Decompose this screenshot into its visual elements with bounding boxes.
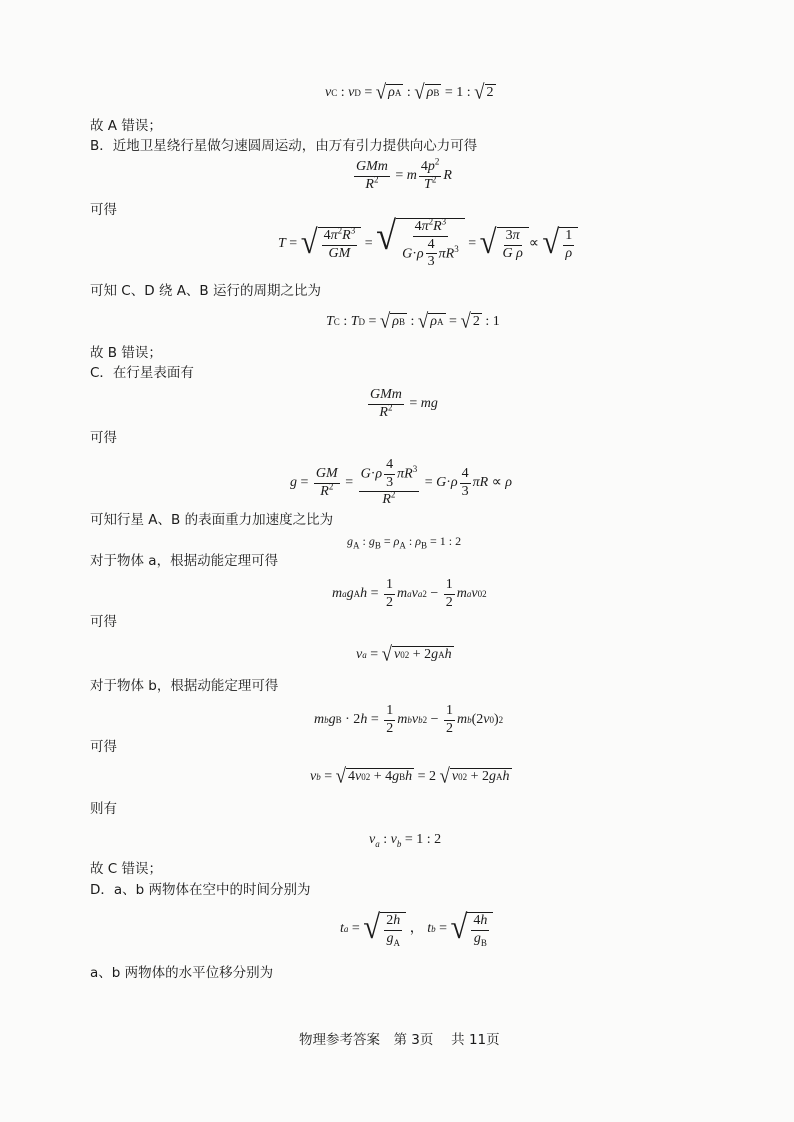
- formula-period-ratio: T C : T D = √ ρ B : √ ρ A = √ 2 : 1: [326, 309, 500, 333]
- formula-times: t a = √ $\frac{2h}{g_A}$ ， t b = √ $\frac{4h}{g_B}$: [340, 912, 493, 946]
- formula-v-ratio: $v_a$ : $v_b = 1$ : 2: [369, 832, 442, 849]
- text-line: 故 A 错误；: [90, 118, 162, 134]
- text-line: D．a、b 两物体在空中的时间分别为: [90, 882, 311, 898]
- text-line: 可知行星 A、B 的表面重力加速度之比为: [90, 512, 334, 528]
- formula-velocity-ratio: v C : v D = √ ρ A : √ ρ B = 1 : √ 2: [325, 80, 494, 104]
- text-line: C．在行星表面有: [90, 365, 194, 381]
- text-line: 对于物体 a，根据动能定理可得: [90, 553, 279, 569]
- formula-energy-a: m a g A h = $\frac{1}{2}$ m a v a 2 − $\frac{1}{2}$ m a v 0 2: [332, 577, 487, 610]
- text-line: 故 C 错误；: [90, 861, 163, 877]
- text-line: B．近地卫星绕行星做匀速圆周运动，由万有引力提供向心力可得: [90, 138, 478, 154]
- formula-g-ratio: $g_A$ : $g_B = \rho_A$ : $\rho_B = 1$ : 2: [347, 534, 462, 551]
- text-line: 则有: [90, 801, 117, 817]
- formula-va: v a = √ v 0 2 + 2 g A h: [356, 642, 452, 666]
- formula-period: T = √ $\frac{4\pi^2R^3}{GM}$ = √ $4\pi^2R^3$ G·ρ $\frac{4}{3}$ $\pi R^3$ = √ $\frac{3\pi}{\text{G ρ}}$ ∝ √ $\frac{1}{\rho}$: [278, 218, 578, 270]
- formula-g: g = $\frac{GM}{R^2}$ = G·ρ $\frac{4}{3}$ $\pi R^3$ $R^2$ = G · ρ $\frac{4}{3}$ πR ∝ ρ: [290, 457, 512, 508]
- formula-surface-gravity: $\frac{\text{GMm}}{R^2}$ = mg: [370, 387, 438, 420]
- text-line: 故 B 错误；: [90, 345, 162, 361]
- text-line: 可得: [90, 202, 117, 218]
- formula-energy-b: m b g B · 2 h = $\frac{1}{2}$ m b v b 2 − $\frac{1}{2}$ m b (2 v 0 ) 2: [314, 703, 504, 736]
- text-line: 可得: [90, 614, 117, 630]
- formula-centripetal: $\frac{\text{GMm}}{R^2}$ = m $\frac{4p^2}{T^2}$ R: [356, 156, 452, 192]
- formula-vb: v b = √ 4 v 0 2 + 4 g B h = 2 √ v 0 2 + 2 g A h: [310, 764, 510, 788]
- text-line: 可知 C、D 绕 A、B 运行的周期之比为: [90, 283, 321, 299]
- text-line: 可得: [90, 430, 117, 446]
- page-footer: 物理参考答案 第 3页 共 11页: [299, 1032, 500, 1048]
- text-line: a、b 两物体的水平位移分别为: [90, 965, 274, 981]
- text-line: 可得: [90, 739, 117, 755]
- text-line: 对于物体 b，根据动能定理可得: [90, 678, 279, 694]
